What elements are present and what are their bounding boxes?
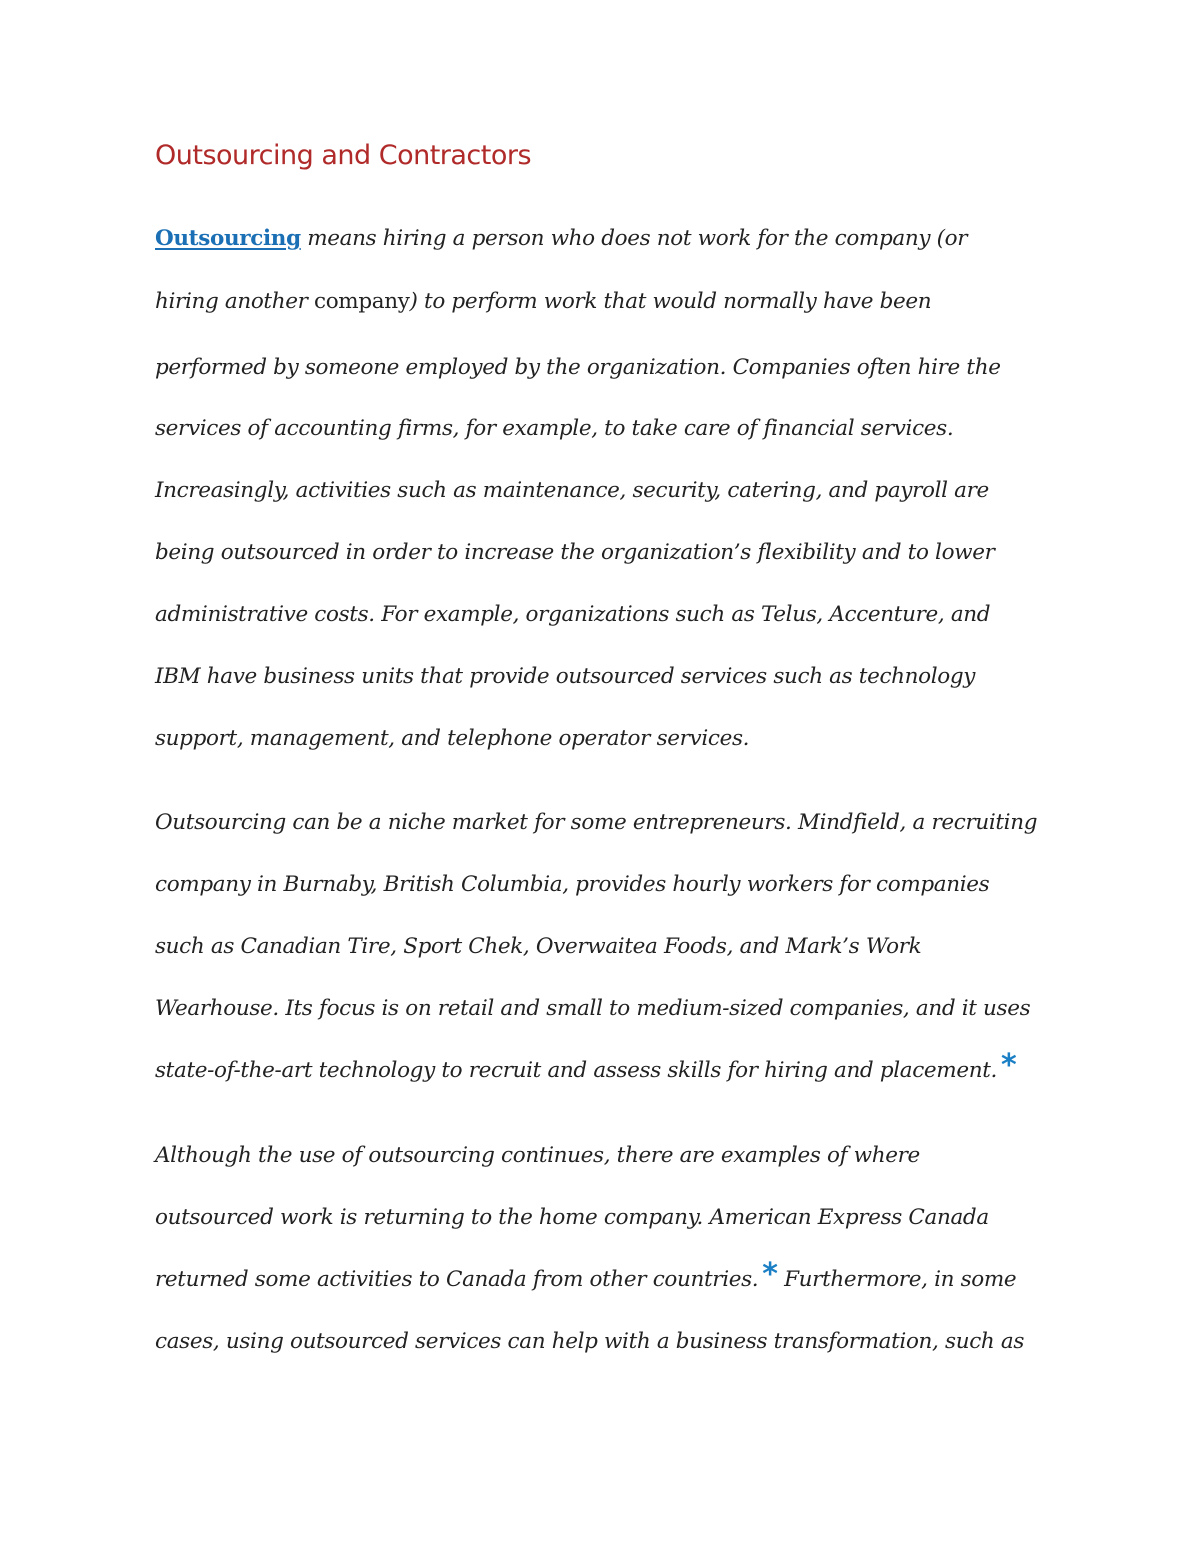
paragraph-2-line-3: such as Canadian Tire, Sport Chek, Overwaitea Foods, and Mark’s Work [155, 934, 922, 959]
paragraph-2-line-2: company in Burnaby, British Columbia, provides hourly workers for companies [155, 872, 990, 897]
footnote-asterisk-icon[interactable]: * [1001, 1048, 1017, 1083]
paragraph-3-line-2: outsourced work is returning to the home company. American Express Canada [155, 1205, 989, 1230]
footnote-asterisk-icon[interactable]: * [762, 1257, 778, 1292]
section-title: Outsourcing and Contractors [155, 140, 532, 171]
line-text: means hiring a person who does not work for the company (or [300, 226, 968, 251]
paragraph-1-line-3: performed by someone employed by the organization. Companies often hire the [155, 355, 1001, 380]
line-text-upright: company [314, 289, 410, 314]
paragraph-2-line-5 [155, 1048, 1017, 1086]
paragraph-2-line-1: Outsourcing can be a niche market for some entrepreneurs. Mindfield, a recruiting [155, 810, 1038, 835]
paragraph-1-line-8: IBM have business units that provide outsourced services such as technology [155, 664, 976, 689]
paragraph-1-line-2 [155, 287, 931, 317]
paragraph-1-line-6: being outsourced in order to increase the organization’s flexibility and to lower [155, 540, 995, 565]
paragraph-1-line-4: services of accounting firms, for example, to take care of financial services. [155, 416, 954, 441]
paragraph-1-line-1 [155, 224, 967, 254]
paragraph-3-line-3 [155, 1257, 1017, 1295]
line-text: ) to perform work that would normally have been [409, 289, 932, 314]
line-text: Furthermore, in some [777, 1267, 1017, 1292]
line-text: state-of-the-art technology to recruit and assess skills for hiring and placement. [155, 1058, 997, 1083]
paragraph-3-line-4: cases, using outsourced services can help with a business transformation, such as [155, 1329, 1025, 1354]
line-text: returned some activities to Canada from other countries. [155, 1267, 759, 1292]
paragraph-3-line-1: Although the use of outsourcing continues, there are examples of where [155, 1143, 920, 1168]
key-term-link-outsourcing[interactable]: Outsourcing [155, 226, 301, 251]
line-text: hiring another [155, 289, 315, 314]
paragraph-1-line-9: support, management, and telephone operator services. [155, 726, 750, 751]
paragraph-2-line-4: Wearhouse. Its focus is on retail and small to medium-sized companies, and it uses [155, 996, 1031, 1021]
paragraph-1-line-5: Increasingly, activities such as maintenance, security, catering, and payroll are [155, 478, 989, 503]
paragraph-1-line-7: administrative costs. For example, organizations such as Telus, Accenture, and [155, 602, 991, 627]
